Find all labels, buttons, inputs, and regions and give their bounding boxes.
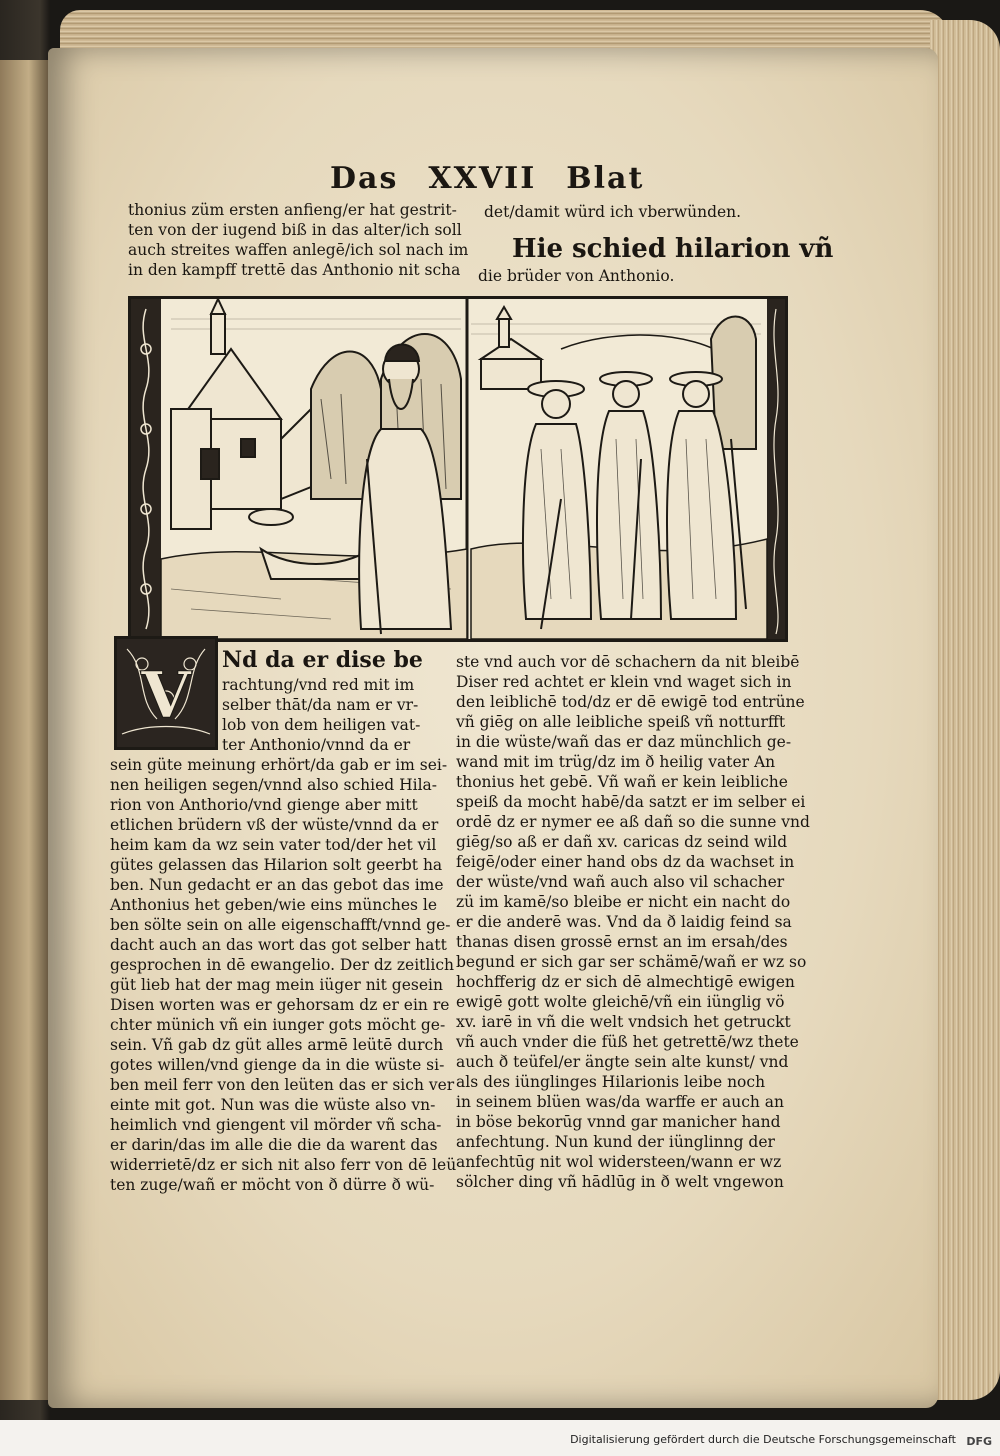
text-line: güt lieb hat der mag mein iüger nit gesein [110,976,443,994]
text-line: vñ giēg on alle leibliche speiß vñ notturfft [456,713,786,731]
chapter-heading-line2: die brüder von Anthonio. [478,267,675,285]
text-line: lob von dem heiligen vat- [222,716,421,734]
text-line: auch ð teüfel/er ängte sein alte kunst/ vnd [456,1053,789,1071]
text-line: giēg/so aß er dañ xv. caricas dz seind wild [456,833,788,851]
text-line: ewigē gott wolte gleichē/vñ ein iünglig vö [456,993,785,1011]
text-line: rion von Anthorio/vnd gienge aber mitt [110,796,418,814]
text-line: als des iünglinges Hilarionis leibe noch [456,1073,766,1091]
text-line: gotes willen/vnd gienge da in die wüste si- [110,1056,445,1074]
text-line: ben meil ferr von den leüten das er sich ver [110,1076,455,1094]
text-line: er darin/das im alle die die da warent das [110,1136,438,1154]
footer-bar [0,1420,1000,1456]
text-line: begund er sich gar ser schämē/wañ er wz so [456,953,807,971]
text-line: einte mit got. Nun was die wüste also vn- [110,1096,436,1114]
text-line: ben sölte sein on alle eigenschafft/vnnd ge- [110,916,451,934]
initial-letter: V [141,658,191,733]
text-line: thonius züm ersten anfieng/er hat gestrit- [128,201,457,219]
woodcut-illustration [128,296,788,642]
previous-page-edge [0,60,48,1400]
text-line: in seinem blüen was/da warffe er auch an [456,1093,785,1111]
text-line: widerrietē/dz er sich nit also ferr von dē leü [110,1156,457,1174]
dfg-logo: DFG [966,1435,992,1448]
text-line: dacht auch an das wort das got selber hatt [110,936,447,954]
chapter-heading-line1: Hie schied hilarion vñ [512,234,834,264]
text-line: Anthonius het geben/wie eins münches le [110,896,438,914]
text-line: speiß da mocht habē/da satzt er im selber ei [456,793,806,811]
text-line: chter münich vñ ein iunger gots möcht ge- [110,1016,446,1034]
text-line: anfechtung. Nun kund der iünglinng der [456,1133,775,1151]
text-line: ordē dz er nymer ee aß dañ so die sunne vnd [456,813,810,831]
text-line: heimlich vnd giengent vil mörder vñ scha- [110,1116,442,1134]
text-line: zü im kamē/so bleibe er nicht ein nacht do [456,893,791,911]
text-line: er die anderē was. Vnd da ð laidig feind sa [456,913,792,931]
text-line: thonius het gebē. Vñ wañ er kein leibliche [456,773,788,791]
text-line: der wüste/vnd wañ auch also vil schacher [456,873,785,891]
text-line: auch streites waffen anlegē/ich sol nach im [128,241,469,259]
text-line: gesprochen in dē ewangelio. Der dz zeitlich [110,956,454,974]
text-line: sein güte meinung erhört/da gab er im sei- [110,756,448,774]
text-line: xv. iarē in vñ die welt vndsich het getruckt [456,1013,791,1031]
text-line: ter Anthonio/vnnd da er [222,736,411,754]
text-line: selber thāt/da nam er vr- [222,696,419,714]
text-line: ten zuge/wañ er möcht von ð dürre ð wü- [110,1176,435,1194]
text-line: in den kampff trettē das Anthonio nit scha [128,261,461,279]
text-line: ste vnd auch vor dē schachern da nit bleibē [456,653,800,671]
text-line: wand mit im trüg/dz im ð heilig vater An [456,753,776,771]
text-line: det/damit würd ich vberwünden. [484,203,742,221]
text-line: Disen worten was er gehorsam dz er ein re [110,996,450,1014]
text-line: feigē/oder einer hand obs dz da wachset in [456,853,795,871]
header-word-das: Das [330,160,399,196]
text-line: hochfferig dz er sich dē almechtigē ewigen [456,973,795,991]
book-fore-edge [930,20,1000,1400]
text-line: sölcher ding vñ hādlūg in ð welt vngewon [456,1173,784,1191]
text-line: rachtung/vnd red mit im [222,676,415,694]
text-line: etlichen brüdern vß der wüste/vnnd da er [110,816,439,834]
text-line: thanas disen grossē ernst an im ersah/des [456,933,788,951]
text-line: ben. Nun gedacht er an das gebot das ime [110,876,444,894]
header-word-blat: Blat [566,160,645,196]
chapter-heading [512,234,833,264]
text-line: vñ auch vnder die füß het getrettē/wz thete [456,1033,799,1051]
text-line: den leiblichē tod/dz er dē ewigē tod entrüne [456,693,805,711]
decorated-initial [114,636,218,750]
text-line: gütes gelassen das Hilarion solt geerbt ha [110,856,443,874]
text-line: in böse bekorūg vnnd gar manicher hand [456,1113,781,1131]
text-line: Nd da er dise be [222,647,423,673]
text-line: sein. Vñ gab dz güt alles armē leütē durch [110,1036,444,1054]
page-header [330,158,645,198]
funding-credit: Digitalisierung gefördert durch die Deutsche Forschungsgemeinschaft [570,1433,956,1446]
text-line: in die wüste/wañ das er daz münchlich ge- [456,733,792,751]
text-line: nen heiligen segen/vnnd also schied Hila- [110,776,438,794]
text-line: ten von der iugend biß in das alter/ich soll [128,221,462,239]
text-line: Diser red achtet er klein vnd waget sich in [456,673,792,691]
folio-number: XXVII [428,160,537,196]
text-line: anfechtūg nit wol widersteen/wann er wz [456,1153,782,1171]
text-line: heim kam da wz sein vater tod/der het vil [110,836,437,854]
